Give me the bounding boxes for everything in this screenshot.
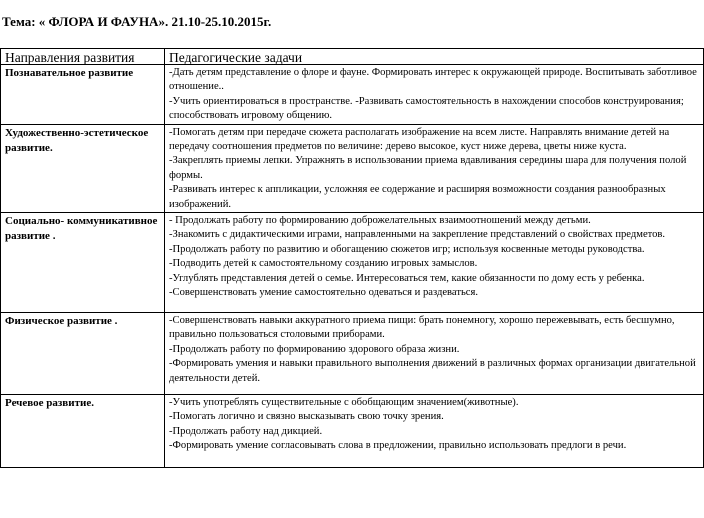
task-item: - Продолжать работу по формированию доброжелательных взаимоотношений между детьми.: [169, 215, 591, 227]
area-artistic: Художественно-эстетическое развитие.: [1, 124, 165, 212]
table-row: [1, 213, 704, 313]
task-item: -Совершенствовать умение самостоятельно одеваться и раздеваться.: [169, 287, 479, 299]
table-row: [1, 124, 704, 212]
task-item: -Продолжать работу по развитию и обогащению сюжетов игр; используя косвенные методы руководства.: [169, 243, 645, 255]
area-cognitive: Познавательное развитие: [1, 65, 165, 125]
task-item: -Продолжать работу над дикцией.: [169, 425, 323, 437]
header-tasks: Педагогические задачи: [165, 49, 704, 65]
task-item: -Помогать детям при передаче сюжета располагать изображение на всем листе. Направлять внимание детей на передачу соотношения предметов по величине: дерево высокое, куст ниже дерева, цветы ниже куста.: [169, 126, 670, 153]
task-item: -Учить употреблять существительные с обобщающим значением(животные).: [169, 397, 519, 409]
tasks-social: [165, 213, 704, 313]
table-header-row: [1, 49, 704, 65]
area-social: Социально- коммуникативное развитие .: [1, 213, 165, 313]
task-item: -Закреплять приемы лепки. Упражнять в использовании приема вдавливания середины шара для получения полой формы.: [169, 155, 687, 181]
task-item: -Углублять представления детей о семье. Интересоваться тем, какие обязанности по дому есть у ребенка.: [169, 272, 645, 284]
table-row: [1, 395, 704, 468]
task-item: -Знакомить с дидактическими играми, направленными на закрепление представлений о свойствах предметов.: [169, 229, 666, 241]
tasks-artistic: [165, 124, 704, 212]
tasks-speech: [165, 395, 704, 468]
table-row: [1, 313, 704, 395]
area-speech: Речевое развитие.: [1, 395, 165, 468]
task-item: -Совершенствовать навыки аккуратного приема пищи: брать понемногу, хорошо пережевывать, есть бесшумно, правильно пользоваться столовыми приборами.: [169, 315, 675, 341]
task-item: -Развивать интерес к аппликации, усложняя ее содержание и расширяя возможности создания разнообразных изображений.: [169, 184, 666, 210]
task-item: -Учить ориентироваться в пространстве. -Развивать самостоятельность в нахождении способов конструирования; способствовать игровому общению.: [169, 95, 684, 122]
plan-table: [0, 48, 704, 468]
task-item: -Подводить детей к самостоятельному созданию игровых замыслов.: [169, 258, 478, 270]
task-item: -Формировать умение согласовывать слова в предложении, правильно использовать предлоги в речи.: [169, 440, 627, 452]
tasks-physical: [165, 313, 704, 395]
document-title: Тема: « ФЛОРА И ФАУНА». 21.10-25.10.2015г.: [2, 14, 272, 29]
task-item: -Дать детям представление о флоре и фауне. Формировать интерес к окружающей природе. Воспитывать заботливое отношение..: [169, 67, 697, 93]
tasks-cognitive: [165, 65, 704, 125]
task-item: -Помогать логично и связно высказывать свою точку зрения.: [169, 411, 444, 423]
task-item: -Продолжать работу по формированию здорового образа жизни.: [169, 343, 460, 355]
area-physical: Физическое развитие .: [1, 313, 165, 395]
task-item: -Формировать умения и навыки правильного выполнения движений в различных формах организации двигательной деятельности детей.: [169, 358, 696, 384]
table-row: [1, 65, 704, 125]
header-directions: Направления развития: [1, 49, 165, 65]
